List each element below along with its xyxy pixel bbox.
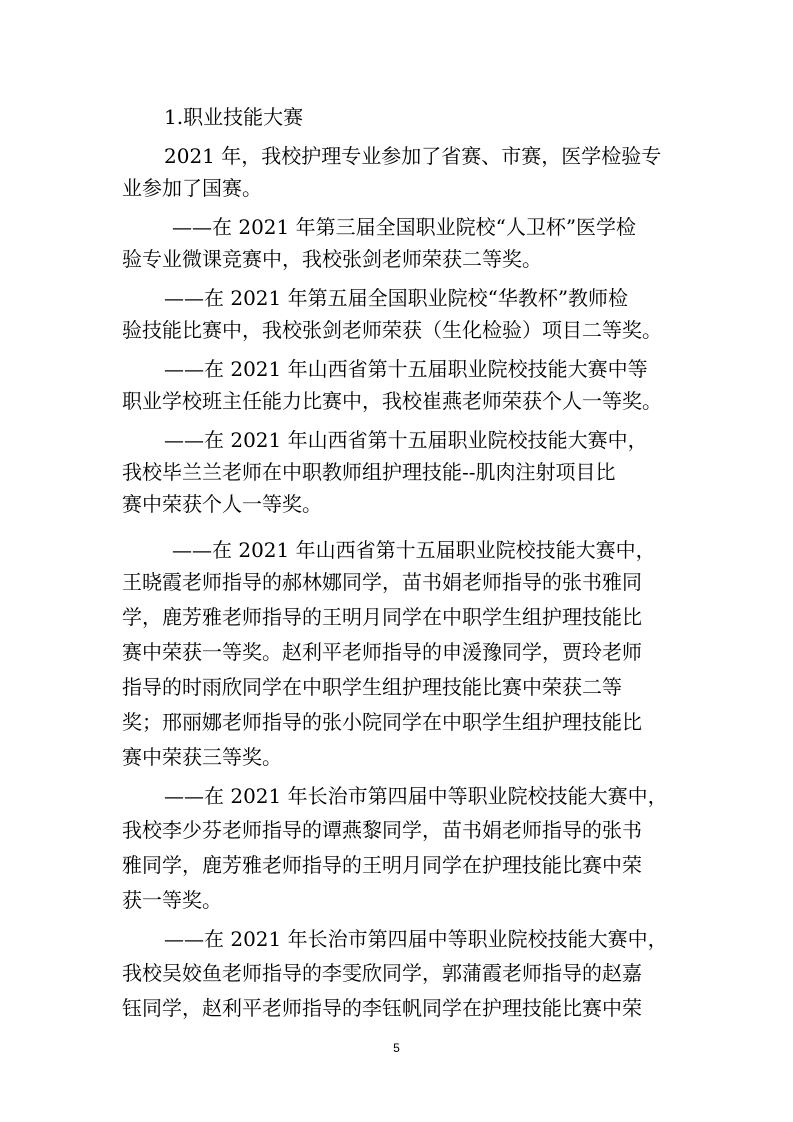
paragraph-line: 王晓霞老师指导的郝林娜同学，苗书娟老师指导的张书雅同 [122,570,642,594]
paragraph-line: 业参加了国赛。 [122,176,262,200]
paragraph-line: 我校李少芬老师指导的谭燕黎同学，苗书娟老师指导的张书 [122,818,642,842]
paragraph-line: 赛中荣获个人一等奖。 [122,492,322,516]
paragraph-line: ——在 2021 年山西省第十五届职业院校技能大赛中， [172,538,656,562]
paragraph-line: 获一等奖。 [122,888,222,912]
paragraph-line: ——在 2021 年山西省第十五届职业院校技能大赛中等 [164,357,648,381]
paragraph-line: ——在 2021 年长治市第四届中等职业院校技能大赛中， [164,784,668,808]
paragraph-line: 我校毕兰兰老师在中职教师组护理技能--肌肉注射项目比 [122,460,616,484]
paragraph-line: 赛中荣获一等奖。赵利平老师指导的申湲豫同学，贾玲老师 [122,640,642,664]
paragraph-line: 验专业微课竞赛中，我校张剑老师荣获二等奖。 [122,247,542,271]
paragraph-line: 我校吴姣鱼老师指导的李雯欣同学，郭蒲霞老师指导的赵嘉 [122,961,642,985]
paragraph-line: ——在 2021 年长治市第四届中等职业院校技能大赛中， [164,927,668,951]
paragraph-line: 学，鹿芳雅老师指导的王明月同学在中职学生组护理技能比 [122,605,642,629]
paragraph-line: 指导的时雨欣同学在中职学生组护理技能比赛中荣获二等 [122,675,622,699]
paragraph-line: ——在 2021 年山西省第十五届职业院校技能大赛中， [164,428,648,452]
paragraph-line: ——在 2021 年第三届全国职业院校“人卫杯”医学检 [172,215,637,239]
paragraph-line: 雅同学，鹿芳雅老师指导的王明月同学在护理技能比赛中荣 [122,853,642,877]
paragraph-line: 2021 年，我校护理专业参加了省赛、市赛，医学检验专 [164,144,662,168]
section-heading: 1.职业技能大赛 [164,105,304,129]
paragraph-line: ——在 2021 年第五届全国职业院校“华教杯”教师检 [164,286,629,310]
paragraph-line: 验技能比赛中，我校张剑老师荣获（生化检验）项目二等奖。 [122,318,662,342]
paragraph-line: 职业学校班主任能力比赛中，我校崔燕老师荣获个人一等奖。 [122,389,662,413]
paragraph-line: 钰同学，赵利平老师指导的李钰帆同学在护理技能比赛中荣 [122,996,642,1020]
page-number: 5 [393,1041,400,1055]
paragraph-line: 赛中荣获三等奖。 [122,745,282,769]
paragraph-line: 奖；邢丽娜老师指导的张小院同学在中职学生组护理技能比 [122,710,642,734]
